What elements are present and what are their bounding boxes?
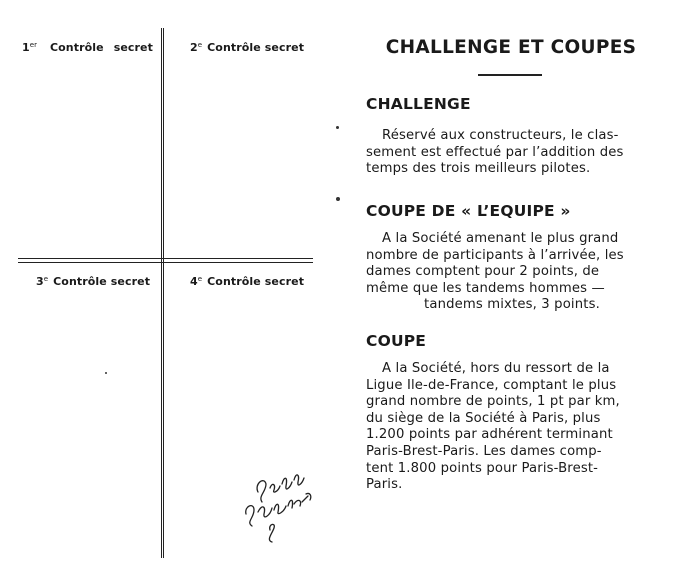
body-line: Paris.	[366, 477, 403, 493]
control-3-number: 3	[36, 275, 44, 288]
control-3-text: Contrôle secret	[53, 275, 151, 288]
control-3-ordinal: e	[43, 275, 49, 283]
ink-speck	[105, 372, 107, 374]
control-1-label	[22, 41, 153, 54]
control-1-ordinal: er	[29, 41, 38, 49]
section-heading-challenge: CHALLENGE	[366, 95, 471, 113]
body-line: Paris-Brest-Paris. Les dames comp-	[366, 443, 602, 459]
body-line: 1.200 points par adhérent terminant	[366, 427, 613, 443]
section-body-coupe	[366, 361, 658, 494]
body-line: grand nombre de points, 1 pt par km,	[366, 394, 620, 410]
section-heading-coupe-equipe: COUPE DE « L’EQUIPE »	[366, 202, 571, 220]
body-line: dames comptent pour 2 points, de	[366, 264, 600, 280]
body-line: tent 1.800 points pour Paris-Brest-	[366, 460, 599, 476]
section-body-coupe-equipe	[366, 231, 658, 314]
ink-speck	[336, 197, 340, 201]
control-2-text: Contrôle secret	[207, 41, 305, 54]
ink-speck	[336, 126, 339, 129]
control-1-number: 1	[22, 41, 30, 54]
control-3-label	[36, 275, 150, 288]
grid-vertical-divider	[161, 28, 164, 558]
body-line: A la Société, hors du ressort de la	[382, 361, 610, 376]
body-line: sement est effectué par l’addition des	[366, 144, 624, 160]
body-line: Réservé aux constructeurs, le clas-	[382, 128, 619, 143]
title-underline	[478, 74, 542, 76]
control-1-word-secret: secret	[113, 41, 153, 54]
control-2-label	[190, 41, 304, 54]
body-line: tandems mixtes, 3 points.	[424, 297, 600, 313]
body-line: Ligue Ile-de-France, comptant le plus	[366, 377, 617, 393]
body-line: A la Société amenant le plus grand	[382, 231, 619, 246]
control-4-text: Contrôle secret	[207, 275, 305, 288]
control-1-word-controle: Contrôle	[49, 41, 104, 54]
section-heading-coupe: COUPE	[366, 332, 427, 350]
control-2-ordinal: e	[197, 41, 203, 49]
body-line: du siège de la Société à Paris, plus	[366, 410, 601, 426]
body-line: temps des trois meilleurs pilotes.	[366, 161, 591, 177]
page-title: CHALLENGE ET COUPES	[385, 37, 637, 58]
grid-horizontal-divider	[18, 258, 313, 263]
section-body-challenge	[366, 128, 658, 178]
body-line: nombre de participants à l’arrivée, les	[366, 247, 624, 263]
control-4-ordinal: e	[197, 275, 203, 283]
body-line: même que les tandems hommes —	[366, 280, 605, 296]
control-4-label	[190, 275, 304, 288]
control-4-number: 4	[190, 275, 198, 288]
control-2-number: 2	[190, 41, 198, 54]
handwritten-signature	[236, 462, 336, 546]
